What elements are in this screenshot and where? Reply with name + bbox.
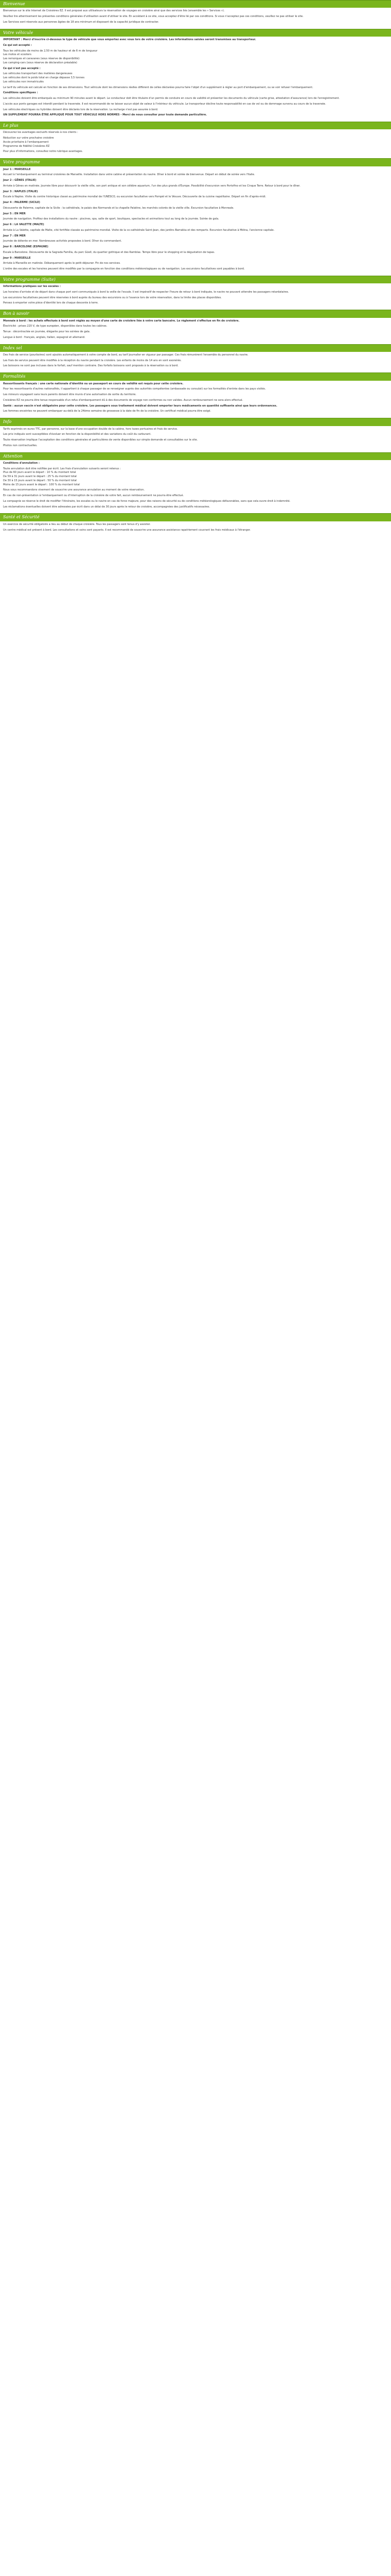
paragraph: Bienvenue sur le site Internet de Croisières EZ. Il est proposé aux utilisateurs la réservation de voyages en croisière ainsi que des services liés (ensemble les « Services »). bbox=[3, 9, 225, 13]
section-body bbox=[0, 460, 391, 514]
section-title: Bienvenue bbox=[0, 0, 391, 8]
section-1 bbox=[0, 29, 391, 122]
paragraph: Informations pratiques sur les escales : bbox=[3, 285, 61, 289]
paragraph: Monnaie à bord : les achats effectués à bord sont réglés au moyen d'une carte de croisière liée à votre carte bancaire. Le règlement s'effectue en fin de croisière. bbox=[3, 319, 240, 323]
paragraph: IMPORTANT : Merci d'inscrire ci-dessous le type de véhicule que vous emportez avec vous lors de votre croisière. Les informations saisies seront transmises au transporteur. bbox=[3, 38, 256, 42]
paragraph: Ce qui n'est pas accepté : bbox=[3, 66, 41, 70]
paragraph: Conditions spécifiques : bbox=[3, 91, 38, 95]
section-2 bbox=[0, 122, 391, 158]
paragraph: Les réclamations éventuelles doivent être adressées par écrit dans un délai de 30 jours après le retour de croisière, accompagnées des justificatifs nécessaires. bbox=[3, 505, 210, 509]
paragraph: Arrivée à Marseille en matinée. Débarquement après le petit-déjeuner. Fin de nos services. bbox=[3, 262, 121, 265]
paragraph: Pour plus d'informations, consultez notre rubrique avantages. bbox=[3, 150, 83, 154]
paragraph: Journée de détente en mer. Nombreuses activités proposées à bord. Dîner du commandant. bbox=[3, 240, 122, 243]
paragraph: Des frais de service (pourboires) sont ajoutés automatiquement à votre compte de bord, au tarif journalier en vigueur par passager. Ces frais rémunèrent l'ensemble du personnel du navire. bbox=[3, 353, 249, 357]
paragraph: UN SUPPLÉMENT POURRA ÊTRE APPLIQUÉ POUR TOUT VÉHICULE HORS NORMES - Merci de nous consulter pour toute demande particulière. bbox=[3, 113, 207, 117]
paragraph: Les prix indiqués sont susceptibles d'évoluer en fonction de la disponibilité et des variations du coût du carburant. bbox=[3, 433, 152, 436]
paragraph: Ce qui est accepté : bbox=[3, 43, 32, 47]
section-3 bbox=[0, 158, 391, 276]
paragraph: Le tarif du véhicule est calculé en fonction de ses dimensions. Tout véhicule dont les dimensions réelles diffèrent de celles déclarées pourra faire l'objet d'un supplément à régler au port d'embarquement, ou se voir refuser l'embarquement. bbox=[3, 86, 313, 89]
section-title: Votre véhicule bbox=[0, 29, 391, 37]
paragraph: Nous vous recommandons vivement de souscrire une assurance annulation au moment de votre réservation. bbox=[3, 488, 145, 492]
section-body bbox=[0, 352, 391, 372]
paragraph: Jour 8 : BARCELONE (ESPAGNE) bbox=[3, 245, 48, 249]
paragraph: Jour 2 : GÊNES (ITALIE) bbox=[3, 179, 37, 182]
section-8 bbox=[0, 418, 391, 452]
paragraph: Les véhicules transportant des matières dangereuses Les véhicules dont le poids total en charge dépasse 3,5 tonnes Les véhicules non immatriculés bbox=[3, 72, 85, 83]
section-10 bbox=[0, 513, 391, 536]
section-title: Bon à savoir bbox=[0, 310, 391, 317]
paragraph: Les horaires d'arrivée et de départ dans chaque port sont communiqués à bord la veille de l'escale. Il est impératif de respecter l'heure de retour à bord indiquée, le navire ne pouvant attendre les passagers retardataires. bbox=[3, 290, 289, 294]
paragraph: Les frais de service peuvent être modifiés à la réception du navire pendant la croisière. Les enfants de moins de 14 ans en sont exonérés. bbox=[3, 359, 182, 362]
section-title: Votre programme (Suite) bbox=[0, 276, 391, 283]
paragraph: Jour 6 : LA VALETTE (MALTE) bbox=[3, 223, 44, 227]
section-body bbox=[0, 318, 391, 344]
section-body bbox=[0, 283, 391, 310]
section-7 bbox=[0, 372, 391, 418]
section-9 bbox=[0, 452, 391, 514]
paragraph: Conditions d'annulation : bbox=[3, 461, 40, 465]
paragraph: Tarifs exprimés en euros TTC, par personne, sur la base d'une occupation double de la cabine, hors taxes portuaires et frais de service. bbox=[3, 427, 178, 431]
paragraph: Un centre médical est présent à bord. Les consultations et soins sont payants. Il est recommandé de souscrire une assurance assistance rapatriement couvrant les frais médicaux à l'étranger. bbox=[3, 528, 251, 532]
paragraph: Toute réservation implique l'acceptation des conditions générales et particulières de vente disponibles sur simple demande et consultables sur le site. bbox=[3, 438, 198, 442]
paragraph: Les femmes enceintes ne peuvent embarquer au-delà de la 24ème semaine de grossesse à la date de fin de la croisière. Un certificat médical pourra être exigé. bbox=[3, 410, 211, 413]
paragraph: Les mineurs voyageant sans leurs parents doivent être munis d'une autorisation de sortie du territoire. bbox=[3, 393, 137, 397]
paragraph: Arrivée à La Valette, capitale de Malte, cité fortifiée classée au patrimoine mondial. Visite de la co-cathédrale Saint-Jean, des jardins Barrakka et des remparts. Excursion facultative à Mdina, l'ancienne capitale. bbox=[3, 228, 274, 232]
section-0 bbox=[0, 0, 391, 29]
paragraph: Veuillez lire attentivement les présentes conditions générales d'utilisation avant d'utiliser le site. En accédant à ce site, vous acceptez d'être lié par ces conditions. Si vous n'acceptez pas ces conditions, veuillez ne pas utiliser le site. bbox=[3, 15, 304, 19]
paragraph: En cas de non-présentation à l'embarquement ou d'interruption de la croisière de votre fait, aucun remboursement ne pourra être effectué. bbox=[3, 494, 184, 498]
section-body bbox=[0, 166, 391, 276]
paragraph: Langue à bord : français, anglais, italien, espagnol et allemand. bbox=[3, 335, 86, 339]
paragraph: Électricité : prises 220 V, de type européen, disponibles dans toutes les cabines. bbox=[3, 325, 107, 328]
section-4 bbox=[0, 276, 391, 310]
paragraph: Jour 9 : MARSEILLE bbox=[3, 256, 31, 260]
section-body bbox=[0, 521, 391, 537]
paragraph: Réduction sur votre prochaine croisière Accès prioritaire à l'embarquement Programme de fidélité Croisières EZ bbox=[3, 137, 54, 148]
paragraph: Pour les ressortissants d'autres nationalités, il appartient à chaque passager de se renseigner auprès des autorités compétentes (ambassade ou consulat) sur les formalités d'entrée dans les pays visités. bbox=[3, 387, 266, 391]
paragraph: Arrivée à Gênes en matinée. Journée libre pour découvrir la vieille ville, son port antique et son célèbre aquarium, l'un des plus grands d'Europe. Possibilité d'excursion vers Portofino et les Cinque Terre. Retour à bord pour le dîner. bbox=[3, 184, 301, 188]
section-title: Formalités bbox=[0, 372, 391, 380]
paragraph: Un exercice de sécurité obligatoire a lieu au début de chaque croisière. Tous les passagers sont tenus d'y assister. bbox=[3, 522, 151, 526]
paragraph: Tous les véhicules de moins de 2,50 m de hauteur et de 6 m de longueur Les motos et scooters Les remorques et caravanes (sous réserve de disponibilité) Les camping-cars (sous réserve de déclaration préalable) bbox=[3, 49, 97, 64]
paragraph: Les véhicules électriques ou hybrides doivent être déclarés lors de la réservation. La recharge n'est pas assurée à bord. bbox=[3, 108, 158, 111]
paragraph: La compagnie se réserve le droit de modifier l'itinéraire, les escales ou le navire en cas de force majeure, pour des raisons de sécurité ou de conditions météorologiques défavorables, sans que cela ouvre droit à indemnité. bbox=[3, 499, 290, 503]
section-body bbox=[0, 381, 391, 418]
paragraph: Ressortissants français : une carte nationale d'identité ou un passeport en cours de validité est requis pour cette croisière. bbox=[3, 382, 184, 385]
section-title: Le plus bbox=[0, 122, 391, 129]
paragraph: Jour 1 : MARSEILLE bbox=[3, 167, 31, 171]
paragraph: Journée de navigation. Profitez des installations du navire : piscines, spa, salle de sport, boutiques, spectacles et animations tout au long de la journée. Soirée de gala. bbox=[3, 217, 219, 221]
paragraph: Tenue : décontractée en journée, élégante pour les soirées de gala. bbox=[3, 330, 90, 334]
section-title: Index sel bbox=[0, 344, 391, 352]
paragraph: Accueil à l'embarquement au terminal croisières de Marseille. Installation dans votre cabine et présentation du navire. Dîner à bord et soirée de bienvenue. Départ en début de soirée vers l'Italie. bbox=[3, 173, 255, 177]
paragraph: Les véhicules doivent être embarqués au minimum 90 minutes avant le départ. Le conducteur doit être titulaire d'un permis de conduire en cours de validité et présenter les documents du véhicule (carte grise, attestation d'assurance) lors de l'enregistrement. bbox=[3, 97, 340, 100]
paragraph: Escale à Barcelone. Découverte de la Sagrada Família, du parc Güell, du quartier gothique et des Ramblas. Temps libre pour le shopping et la dégustation de tapas. bbox=[3, 250, 215, 254]
paragraph: Jour 5 : EN MER bbox=[3, 212, 26, 215]
paragraph: Jour 4 : PALERME (SICILE) bbox=[3, 201, 40, 205]
section-body bbox=[0, 8, 391, 28]
section-5 bbox=[0, 310, 391, 344]
page bbox=[0, 0, 391, 536]
paragraph: Toute annulation doit être notifiée par écrit. Les frais d'annulation suivants seront retenus : Plus de 60 jours avant le départ : 10 % du montant total De 59 à 31 jours avant le départ : 25 % du montant total De 30 à 15 jours avant le départ : 50 % du montant total Moins de 15 jours avant le départ : 100 % du montant total bbox=[3, 467, 121, 486]
paragraph: Jour 3 : NAPLES (ITALIE) bbox=[3, 190, 38, 193]
paragraph: Les Services sont réservés aux personnes âgées de 18 ans minimum et disposant de la capacité juridique de contracter. bbox=[3, 20, 159, 24]
section-body bbox=[0, 426, 391, 452]
section-body bbox=[0, 129, 391, 158]
section-6 bbox=[0, 344, 391, 373]
section-body bbox=[0, 37, 391, 122]
section-title: Info bbox=[0, 418, 391, 426]
section-title: Votre programme bbox=[0, 158, 391, 166]
paragraph: Jour 7 : EN MER bbox=[3, 234, 26, 238]
paragraph: L'ordre des escales et les horaires peuvent être modifiés par la compagnie en fonction des conditions météorologiques ou de navigation. Les excursions facultatives sont payables à bord. bbox=[3, 267, 245, 271]
paragraph: Photos non contractuelles. bbox=[3, 444, 38, 447]
paragraph: Découverte de Palerme, capitale de la Sicile : la cathédrale, le palais des Normands et la chapelle Palatine, les marchés colorés de la vieille ville. Excursion facultative à Monreale. bbox=[3, 206, 234, 210]
paragraph: Croisières EZ ne pourra être tenue responsable d'un refus d'embarquement dû à des documents de voyage non conformes ou non valides. Aucun remboursement ne sera alors effectué. bbox=[3, 398, 243, 402]
paragraph: Escale à Naples. Visite du centre historique classé au patrimoine mondial de l'UNESCO, ou excursion facultative vers Pompéi et le Vésuve. Découverte de la cuisine napolitaine. Départ en fin d'après-midi. bbox=[3, 195, 266, 199]
paragraph: Pensez à emporter votre pièce d'identité lors de chaque descente à terre. bbox=[3, 301, 99, 305]
paragraph: L'accès aux ponts garages est interdit pendant la traversée. Il est recommandé de ne laisser aucun objet de valeur à l'intérieur du véhicule. Le transporteur décline toute responsabilité en cas de vol ou de dommage survenu au cours de la traversée. bbox=[3, 102, 326, 106]
paragraph: Santé : aucun vaccin n'est obligatoire pour cette croisière. Les passagers sous traitement médical doivent emporter leurs médicaments en quantité suffisante ainsi que leurs ordonnances. bbox=[3, 404, 278, 408]
section-title: Attention bbox=[0, 452, 391, 460]
paragraph: Découvrez les avantages exclusifs réservés à nos clients : bbox=[3, 131, 78, 134]
paragraph: Les boissons ne sont pas incluses dans le forfait, sauf mention contraire. Des forfaits boissons sont proposés à la réservation ou à bord. bbox=[3, 364, 178, 368]
paragraph: Les excursions facultatives peuvent être réservées à bord auprès du bureau des excursions ou à l'avance lors de votre réservation, dans la limite des places disponibles. bbox=[3, 296, 222, 299]
section-title: Santé et Sécurité bbox=[0, 513, 391, 521]
